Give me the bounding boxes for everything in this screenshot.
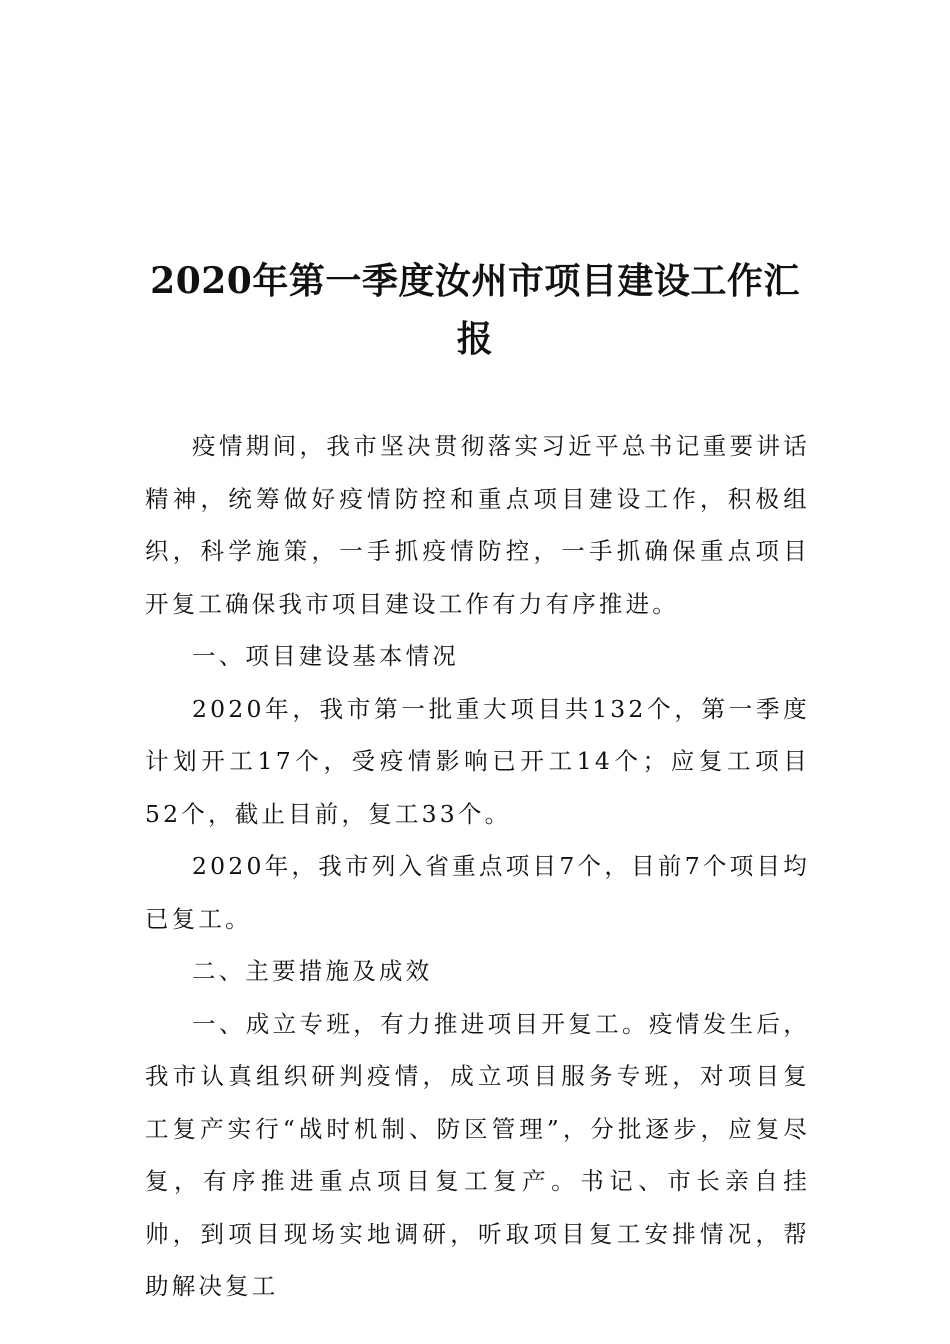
document-title [140, 252, 810, 368]
intro-paragraph: 疫情期间，我市坚决贯彻落实习近平总书记重要讲话精神，统筹做好疫情防控和重点项目建设工作，积极组织，科学施策，一手抓疫情防控，一手抓确保重点项目开复工确保我市项目建设工作有力有序推进。 [145, 432, 810, 618]
document-body [145, 420, 810, 1313]
title-line-2: 报 [456, 318, 494, 360]
section-heading-1: 一、项目建设基本情况 [192, 642, 459, 670]
body-paragraph: 2020年，我市第一批重大项目共132个，第一季度计划开工17个，受疫情影响已开工14个；应复工项目52个，截止目前，复工33个。 [145, 694, 810, 828]
body-paragraph: 一、成立专班，有力推进项目开复工。疫情发生后，我市认真组织研判疫情，成立项目服务专班，对项目复工复产实行“战时机制、防区管理”，分批逐步，应复尽复，有序推进重点项目复工复产。书记、市长亲自挂帅，到项目现场实地调研，听取项目复工安排情况，帮助解决复工 [145, 1009, 810, 1300]
section-heading-2: 二、主要措施及成效 [192, 957, 433, 985]
body-paragraph: 2020年，我市列入省重点项目7个，目前7个项目均已复工。 [145, 852, 810, 933]
title-line-1: 2020年第一季度汝州市项目建设工作汇 [150, 260, 800, 302]
